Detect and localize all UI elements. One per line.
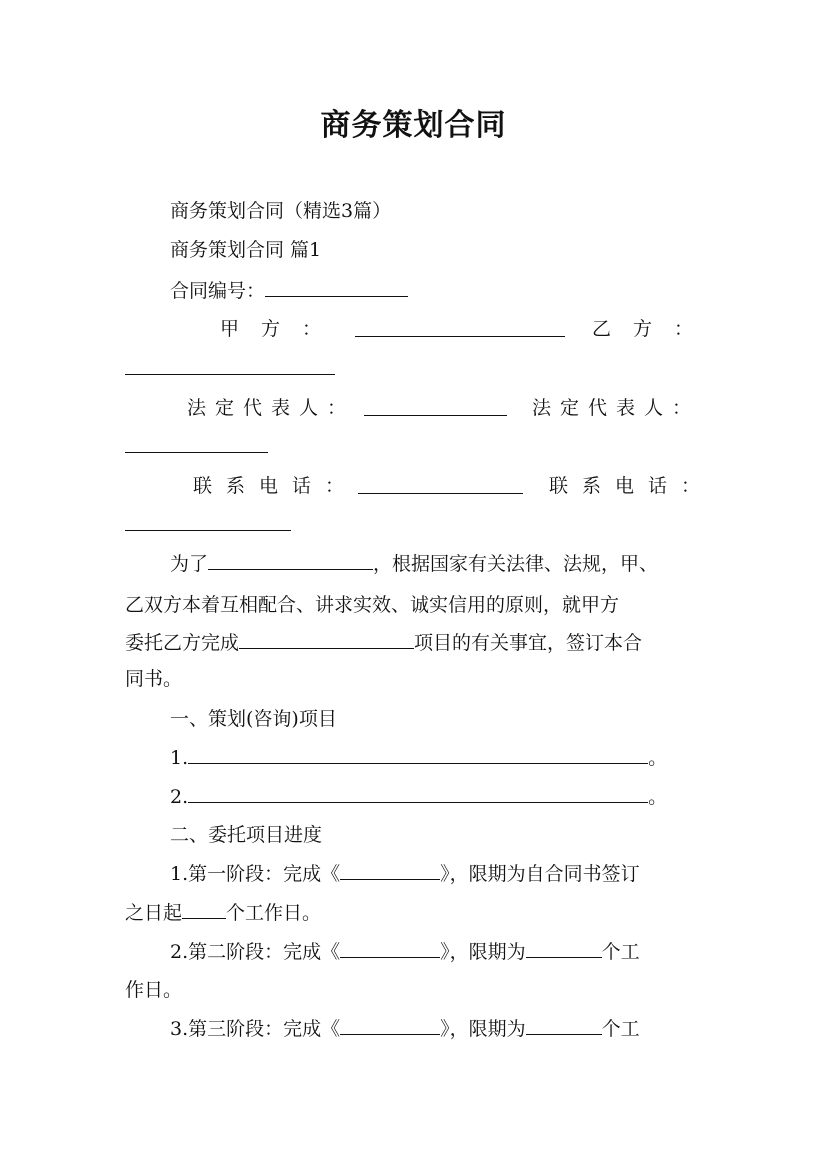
document-subtitle: 商务策划合同（精选3篇） <box>170 200 392 222</box>
stage-1-line2-pre: 之日起 <box>125 902 183 924</box>
stage-1-line2 <box>125 900 321 926</box>
stage-1-doc-blank <box>340 861 440 880</box>
item-2-end: 。 <box>648 786 668 808</box>
stage-3-post: 个工 <box>601 1018 640 1040</box>
stage-2-post: 个工 <box>601 941 640 963</box>
phone-a-blank <box>358 475 523 494</box>
stage-1-line1 <box>170 861 640 887</box>
item-1-end: 。 <box>648 747 668 769</box>
phone-b-blank <box>125 512 291 531</box>
stage-3-mid: 》，限期为 <box>440 1018 526 1040</box>
item-1-row <box>170 745 667 771</box>
item-2-row <box>170 784 667 810</box>
legal-rep-a-label: 法定代表人： <box>187 397 356 419</box>
legal-rep-a-blank <box>364 397 507 416</box>
item-2-number: 2. <box>170 786 189 808</box>
para1-line1 <box>170 551 658 577</box>
para1-line3-post: 项目的有关事宜，签订本合 <box>414 632 643 654</box>
stage-1-line2-post: 个工作日。 <box>226 902 322 924</box>
stage-1-mid: 》，限期为自合同书签订 <box>440 863 640 885</box>
party-a-label: 甲方： <box>220 318 344 340</box>
project-blank <box>239 630 414 649</box>
document-title: 商务策划合同 <box>320 108 507 143</box>
stage-3-pre: 3.第三阶段：完成《 <box>170 1018 341 1040</box>
section-2-heading: 二、委托项目进度 <box>170 824 323 846</box>
contract-number-row <box>170 278 408 304</box>
stage-3-days-blank <box>526 1016 602 1035</box>
party-b-label-row <box>592 316 715 342</box>
phone-b-label: 联系电话： <box>549 475 715 497</box>
party-b-label: 乙方： <box>592 318 716 340</box>
para1-post: ，根据国家有关法律、法规，甲、 <box>373 553 659 575</box>
stage-3-doc-blank <box>340 1016 440 1035</box>
para1-line4: 同书。 <box>125 668 183 690</box>
stage-2-days-blank <box>526 939 602 958</box>
legal-rep-a-row <box>187 395 355 421</box>
item-1-number: 1. <box>170 747 189 769</box>
section-1-heading: 一、策划(咨询)项目 <box>170 708 337 730</box>
item-2-blank <box>188 784 648 803</box>
para1-line2: 乙双方本着互相配合、讲求实效、诚实信用的原则，就甲方 <box>125 594 620 616</box>
stage-1-days-blank <box>182 900 226 919</box>
stage-2-pre: 2.第二阶段：完成《 <box>170 941 341 963</box>
stage-3-line1 <box>170 1016 640 1042</box>
purpose-blank <box>208 551 373 570</box>
section-title: 商务策划合同 篇1 <box>170 239 322 261</box>
party-a-blank <box>355 318 565 337</box>
stage-1-pre: 1.第一阶段：完成《 <box>170 863 341 885</box>
phone-a-label: 联系电话： <box>193 475 359 497</box>
para1-line3 <box>125 630 642 656</box>
phone-a-row <box>193 473 358 499</box>
para1-line3-pre: 委托乙方完成 <box>125 632 240 654</box>
stage-2-line2: 作日。 <box>125 979 183 1001</box>
contract-number-blank <box>265 278 408 297</box>
stage-2-doc-blank <box>340 939 440 958</box>
phone-b-row <box>549 473 714 499</box>
party-b-blank <box>125 356 335 375</box>
legal-rep-b-blank <box>125 434 268 453</box>
legal-rep-b-row <box>532 395 700 421</box>
contract-number-label: 合同编号： <box>170 280 266 302</box>
item-1-blank <box>188 745 648 764</box>
para1-pre: 为了 <box>170 553 209 575</box>
stage-2-mid: 》，限期为 <box>440 941 526 963</box>
party-a-label-row <box>220 316 343 342</box>
legal-rep-b-label: 法定代表人： <box>532 397 701 419</box>
stage-2-line1 <box>170 939 640 965</box>
